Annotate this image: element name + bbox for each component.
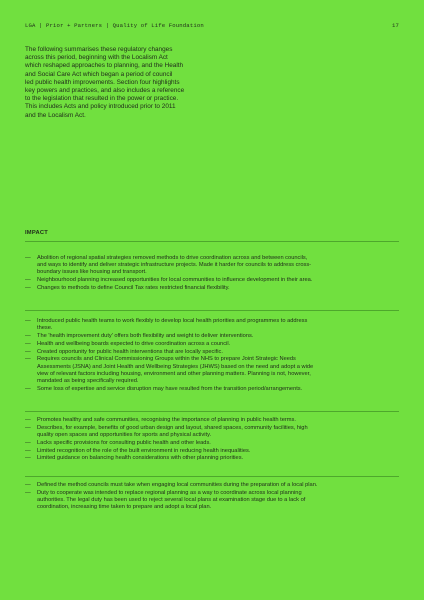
running-header	[25, 22, 399, 32]
intro-line: key powers and practices, and also includes a reference	[25, 87, 185, 95]
item-line: Introduced public health teams to work flexibly to develop local health priorities and programmes to address	[37, 318, 308, 324]
item-line: mandated as being specifically required.	[37, 378, 139, 384]
divider	[25, 241, 399, 242]
intro-paragraph	[25, 46, 225, 120]
item-line: authorities. The legal duty has been used to reject several local plans at examination stage due to a lack of	[37, 497, 306, 503]
dash-bullet: —	[25, 385, 31, 392]
impact-heading: IMPACT	[25, 230, 48, 236]
list-item	[25, 255, 400, 277]
list-item	[25, 425, 400, 439]
item-line: Abolition of regional spatial strategies removed methods to drive coordination across and between councils,	[37, 255, 308, 261]
item-line: Assessments (JSNA) and Joint Health and Wellbeing Strategies (JHWS) based on the need and adopt a wide	[37, 363, 314, 370]
dash-bullet: —	[25, 424, 31, 431]
item-line: Neighbourhood planning increased opportunities for local communities to influence development in their area.	[37, 277, 313, 284]
item-line: The 'health improvement duty' offers both flexibility and weight to deliver interventions.	[37, 333, 254, 339]
divider	[25, 310, 399, 311]
dash-bullet: —	[25, 489, 31, 496]
item-line: Created opportunity for public health interventions that are locally specific.	[37, 348, 223, 355]
item-line: Defined the method councils must take when engaging local communities during the preparation of a local plan.	[37, 482, 318, 488]
list-item	[25, 482, 400, 489]
list-item	[25, 349, 400, 356]
list-item	[25, 490, 400, 512]
divider	[25, 476, 399, 477]
dash-bullet: —	[25, 285, 31, 291]
intro-line: This includes Acts and policy introduced prior to 2011	[25, 103, 176, 111]
item-line: quality open spaces and opportunities for sports and physical activity.	[37, 432, 212, 438]
impact-group	[25, 255, 400, 293]
dash-bullet: —	[25, 333, 31, 339]
intro-line: across this period, beginning with the Localism Act	[25, 54, 168, 62]
list-item	[25, 285, 400, 292]
item-line: Some loss of expertise and service disruption may have resulted from the transition period/arrangements.	[37, 385, 303, 392]
intro-line: and Social Care Act which began a period of council	[25, 70, 173, 78]
list-item	[25, 341, 400, 348]
item-line: Promotes healthy and safe communities, recognising the importance of planning in public health terms.	[37, 417, 296, 423]
dash-bullet: —	[25, 482, 31, 488]
dash-bullet: —	[25, 447, 31, 454]
page-number: 17	[391, 22, 399, 29]
list-item	[25, 333, 400, 340]
item-line: Describes, for example, benefits of good urban design and layout, shared spaces, community facilities, high	[37, 424, 308, 431]
dash-bullet: —	[25, 356, 31, 363]
item-line: Requires councils and Clinical Commissioning Groups within the NHS to prepare Joint Strategic Needs	[37, 356, 296, 363]
item-line: Limited guidance on balancing health considerations with other planning priorities.	[37, 455, 244, 462]
dash-bullet: —	[25, 255, 31, 261]
list-item	[25, 318, 400, 332]
running-title: LGA | Prior + Partners | Quality of Life Foundation	[25, 22, 204, 29]
list-item	[25, 455, 400, 462]
intro-line: which reshaped approaches to planning, and the Health	[25, 62, 184, 70]
dash-bullet: —	[25, 348, 31, 355]
list-item	[25, 448, 400, 455]
dash-bullet: —	[25, 417, 31, 423]
dash-bullet: —	[25, 439, 31, 446]
item-line: Limited recognition of the role of the built environment in reducing health inequalities.	[37, 447, 251, 454]
intro-line: to the legislation that resulted in the power or practice.	[25, 95, 179, 103]
dash-bullet: —	[25, 455, 31, 462]
list-item	[25, 277, 400, 284]
dash-bullet: —	[25, 277, 31, 284]
intro-line: The following summarises these regulatory changes	[25, 46, 173, 53]
item-line: coordination, increasing time taken to prepare and adopt a local plan.	[37, 504, 212, 511]
item-line: view of relevant factors including housing, environment and other planning matters. Planning is not, however,	[37, 370, 311, 377]
dash-bullet: —	[25, 318, 31, 324]
impact-group	[25, 482, 400, 512]
item-line: Health and wellbeing boards expected to drive coordination across a council.	[37, 340, 231, 347]
list-item	[25, 356, 400, 385]
divider	[25, 411, 399, 412]
impact-group	[25, 417, 400, 463]
list-item	[25, 440, 400, 447]
impact-group	[25, 318, 400, 394]
dash-bullet: —	[25, 340, 31, 347]
item-line: Lacks specific provisions for consulting public health and other leads.	[37, 439, 211, 446]
item-line: these.	[37, 325, 53, 332]
intro-line: led public health improvements. Section four highlights	[25, 78, 180, 86]
intro-line: and the Localism Act.	[25, 111, 86, 119]
list-item	[25, 386, 400, 393]
item-line: Duty to cooperate was intended to replace regional planning as a way to coordinate across local planning	[37, 489, 302, 496]
list-item	[25, 417, 400, 424]
item-line: and ways to identify and deliver strategic infrastructure projects. Made it harder for councils to address cross-	[37, 262, 312, 269]
item-line: boundary issues like housing and transport.	[37, 269, 147, 276]
item-line: Changes to methods to define Council Tax rates restricted financial flexibility.	[37, 285, 230, 291]
